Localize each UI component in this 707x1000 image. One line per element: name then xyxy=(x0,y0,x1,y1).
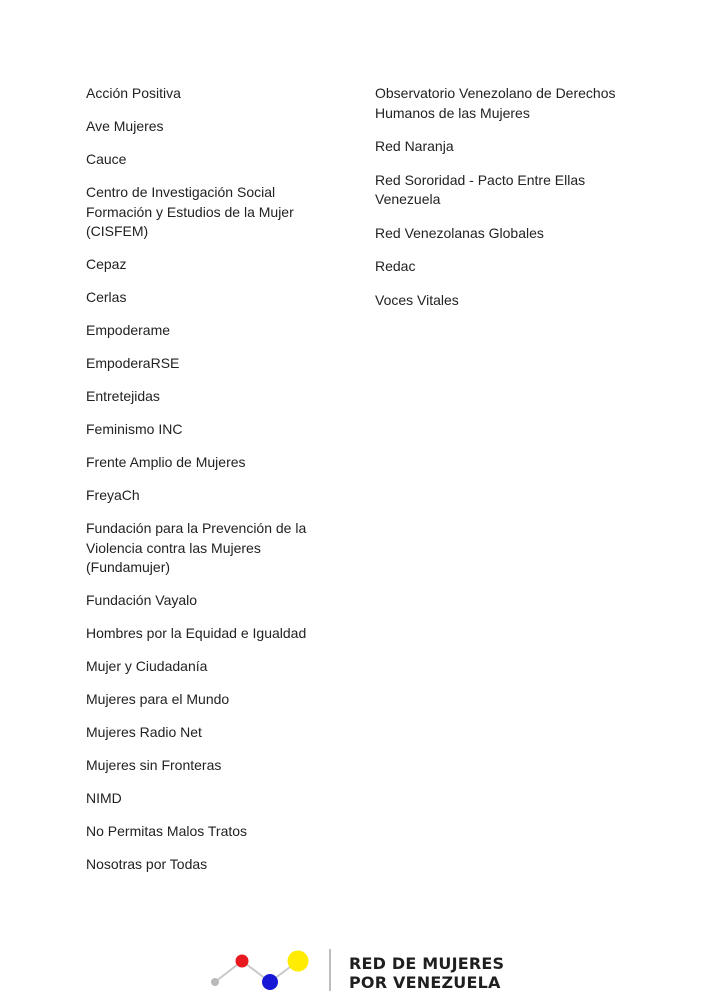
list-item: Mujeres Radio Net xyxy=(86,724,202,740)
connected-dots-logo-icon xyxy=(205,940,317,995)
list-item: Mujeres sin Fronteras xyxy=(86,757,222,773)
blue-dot xyxy=(262,974,278,990)
list-item: FreyaCh xyxy=(86,487,140,503)
list-item: Red Naranja xyxy=(375,138,454,154)
list-item: Voces Vitales xyxy=(375,291,459,308)
list-item: Empoderame xyxy=(86,322,171,338)
list-item: Cauce xyxy=(86,151,127,167)
red-dot xyxy=(236,955,249,968)
list-item: Red Sororidad - Pacto Entre Ellas Venezuela xyxy=(375,171,586,207)
grey-dot xyxy=(211,978,219,986)
list-item: Centro de Investigación Social Formación y Estudios de la Mujer (CISFEM) xyxy=(86,184,294,239)
list-item: Red Venezolanas Globales xyxy=(375,224,544,241)
brand-line-1: RED DE MUJERES xyxy=(349,954,505,973)
list-item: Cepaz xyxy=(86,256,127,272)
yellow-dot xyxy=(288,951,309,972)
list-item: NIMD xyxy=(86,790,122,806)
list-item: EmpoderaRSE xyxy=(86,355,180,371)
list-item: Ave Mujeres xyxy=(86,118,164,134)
brand-line-2: POR VENEZUELA xyxy=(349,973,501,992)
list-item: Mujer y Ciudadanía xyxy=(86,658,208,674)
list-item: Observatorio Venezolano de Derechos Humanos de las Mujeres xyxy=(375,85,616,121)
list-item: Mujeres para el Mundo xyxy=(86,691,230,707)
organizations-column-right xyxy=(375,84,640,324)
list-item: Entretejidas xyxy=(86,388,160,404)
list-item: Nosotras por Todas xyxy=(86,856,208,872)
brand-name xyxy=(349,954,504,992)
list-item: Cerlas xyxy=(86,289,127,305)
footer-brand xyxy=(205,940,505,995)
list-item: Redac xyxy=(375,258,416,274)
list-item: No Permitas Malos Tratos xyxy=(86,823,248,839)
list-item: Fundación Vayalo xyxy=(86,592,198,608)
list-item: Acción Positiva xyxy=(86,85,181,101)
list-item: Frente Amplio de Mujeres xyxy=(86,454,246,470)
list-item: Hombres por la Equidad e Igualdad xyxy=(86,625,307,641)
list-item: Fundación para la Prevención de la Violencia contra las Mujeres (Fundamujer) xyxy=(86,520,307,575)
list-item: Feminismo INC xyxy=(86,421,183,437)
organizations-column-left xyxy=(86,84,336,888)
footer-divider xyxy=(329,949,331,991)
